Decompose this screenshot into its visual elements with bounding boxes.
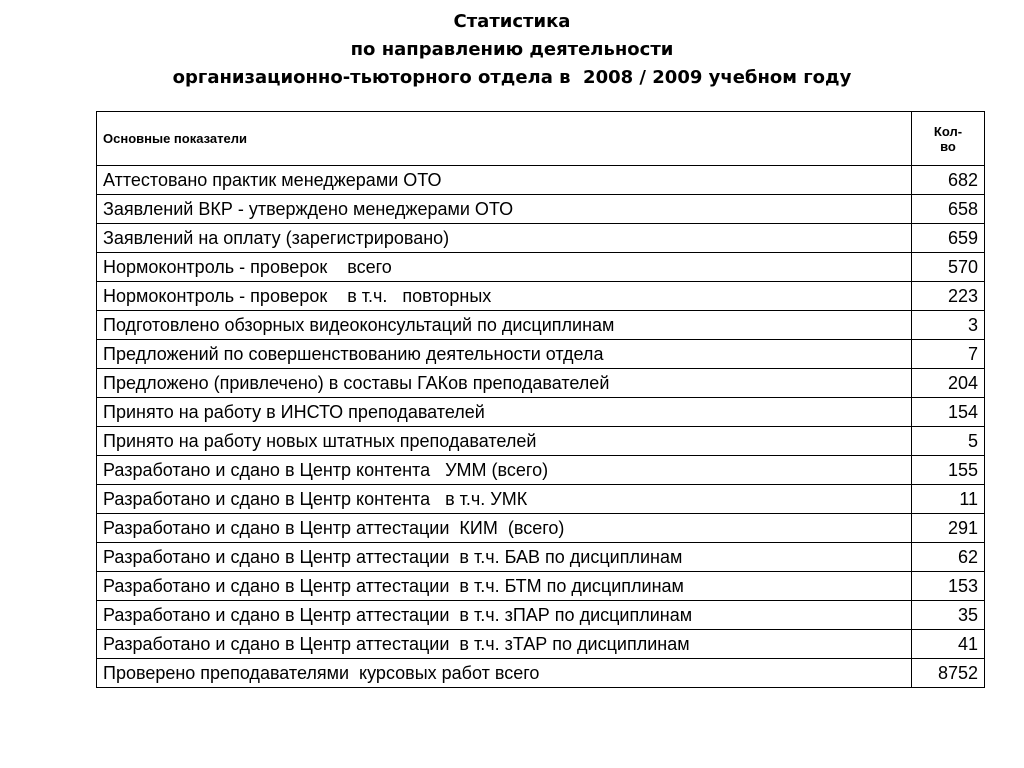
row-label: Разработано и сдано в Центр аттестации в т.ч. БТМ по дисциплинам: [97, 572, 912, 601]
row-value: 41: [912, 630, 985, 659]
table-row: [97, 456, 985, 485]
table-row: [97, 485, 985, 514]
table-header-row: [97, 112, 985, 166]
row-value: 204: [912, 369, 985, 398]
row-label: Нормоконтроль - проверок всего: [97, 253, 912, 282]
header-count-line-1: Кол-: [933, 123, 963, 139]
row-value: 155: [912, 456, 985, 485]
row-value: 570: [912, 253, 985, 282]
row-value: 5: [912, 427, 985, 456]
statistics-table: [96, 111, 985, 688]
table-body: [97, 166, 985, 688]
row-value: 7: [912, 340, 985, 369]
row-value: 223: [912, 282, 985, 311]
row-label: Заявлений на оплату (зарегистрировано): [97, 224, 912, 253]
row-label: Разработано и сдано в Центр контента УММ (всего): [97, 456, 912, 485]
row-value: 659: [912, 224, 985, 253]
row-value: 11: [912, 485, 985, 514]
table-row: [97, 630, 985, 659]
row-label: Разработано и сдано в Центр контента в т.ч. УМК: [97, 485, 912, 514]
row-value: 682: [912, 166, 985, 195]
row-label: Аттестовано практик менеджерами ОТО: [97, 166, 912, 195]
table-row: [97, 166, 985, 195]
row-value: 62: [912, 543, 985, 572]
row-value: 291: [912, 514, 985, 543]
table-row: [97, 369, 985, 398]
table-row: [97, 195, 985, 224]
page-title: [0, 8, 1024, 92]
row-label: Принято на работу новых штатных преподавателей: [97, 427, 912, 456]
table-row: [97, 282, 985, 311]
row-label: Разработано и сдано в Центр аттестации в т.ч. зПАР по дисциплинам: [97, 601, 912, 630]
table-row: [97, 601, 985, 630]
table-row: [97, 398, 985, 427]
row-value: 154: [912, 398, 985, 427]
row-label: Подготовлено обзорных видеоконсультаций по дисциплинам: [97, 311, 912, 340]
row-value: 153: [912, 572, 985, 601]
row-label: Проверено преподавателями курсовых работ всего: [97, 659, 912, 688]
table-row: [97, 572, 985, 601]
row-label: Принято на работу в ИНСТО преподавателей: [97, 398, 912, 427]
table-row: [97, 340, 985, 369]
table-row: [97, 427, 985, 456]
table-row: [97, 514, 985, 543]
row-label: Заявлений ВКР - утверждено менеджерами ОТО: [97, 195, 912, 224]
row-label: Предложено (привлечено) в составы ГАКов преподавателей: [97, 369, 912, 398]
table-row: [97, 659, 985, 688]
title-line-3: организационно-тьюторного отдела в 2008 / 2009 учебном году: [172, 67, 852, 88]
header-indicators: Основные показатели: [97, 112, 912, 166]
row-value: 3: [912, 311, 985, 340]
title-line-1: Статистика: [453, 11, 571, 32]
header-count: [912, 112, 985, 166]
row-label: Нормоконтроль - проверок в т.ч. повторных: [97, 282, 912, 311]
title-line-2: по направлению деятельности: [350, 39, 674, 60]
header-count-line-2: во: [940, 138, 956, 154]
table-row: [97, 543, 985, 572]
table-row: [97, 311, 985, 340]
row-label: Предложений по совершенствованию деятельности отдела: [97, 340, 912, 369]
table-row: [97, 253, 985, 282]
row-value: 658: [912, 195, 985, 224]
row-label: Разработано и сдано в Центр аттестации КИМ (всего): [97, 514, 912, 543]
row-label: Разработано и сдано в Центр аттестации в т.ч. зТАР по дисциплинам: [97, 630, 912, 659]
row-value: 35: [912, 601, 985, 630]
row-value: 8752: [912, 659, 985, 688]
row-label: Разработано и сдано в Центр аттестации в т.ч. БАВ по дисциплинам: [97, 543, 912, 572]
table-row: [97, 224, 985, 253]
